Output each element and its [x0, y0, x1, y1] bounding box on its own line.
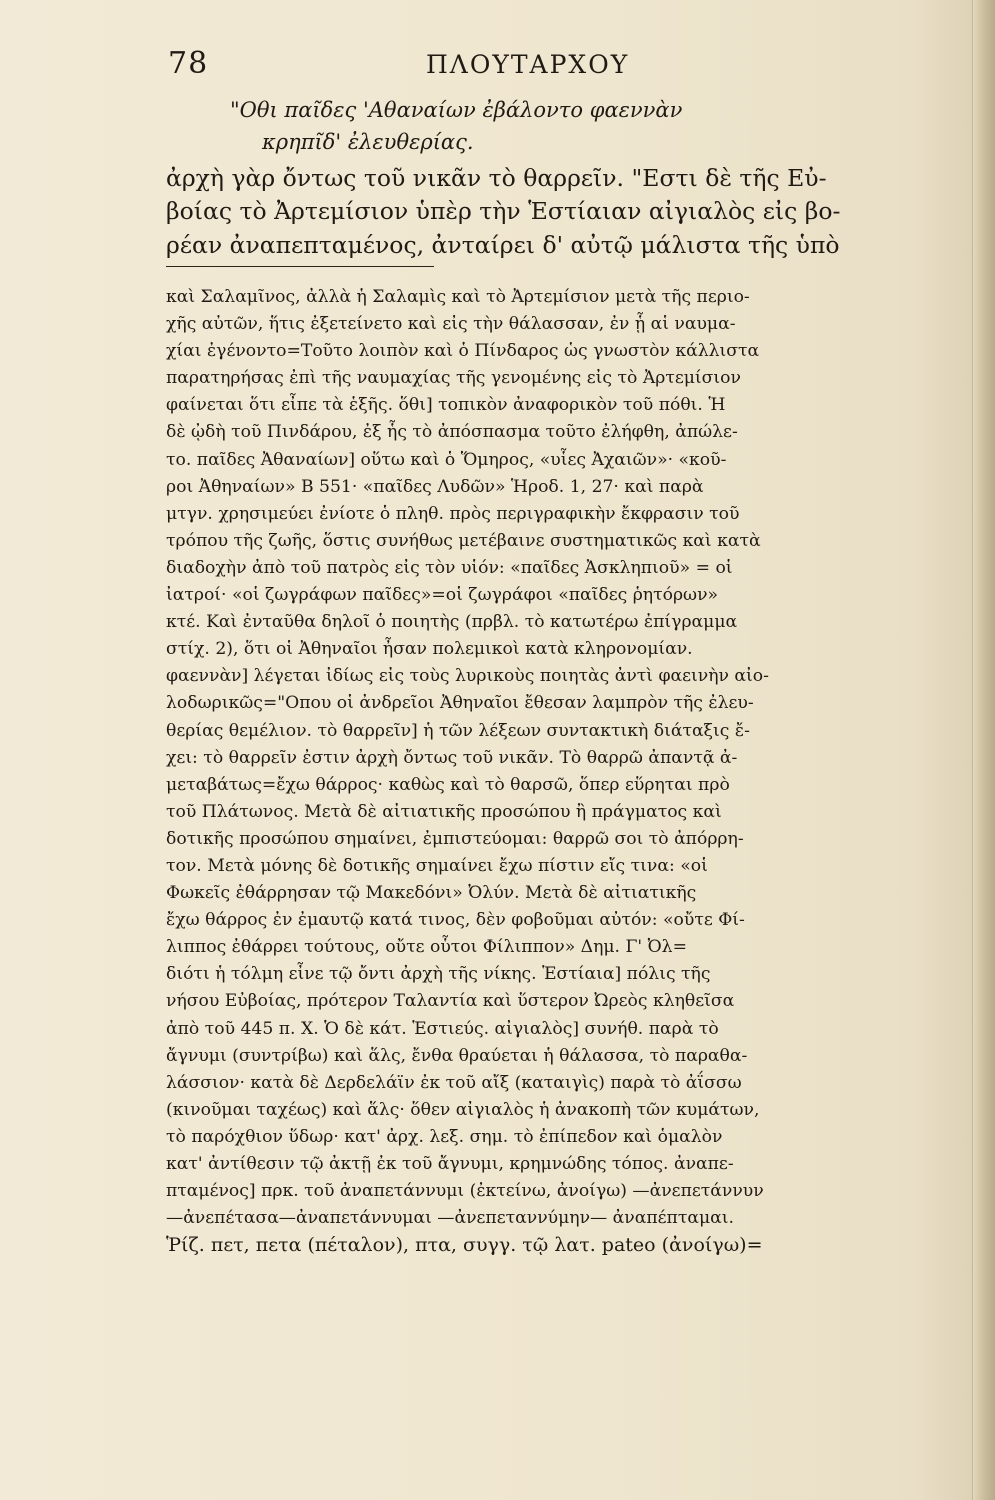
- note-line: πταμένος] πρκ. τοῦ ἀναπετάννυμι (ἐκτείνω, ἀνοίγω) —ἀνεπετάννυν: [166, 1181, 764, 1202]
- note-line: φαίνεται ὅτι εἶπε τὰ ἑξῆς. ὅθι] τοπικὸν ἀναφορικὸν τοῦ πόθι. Ἡ: [166, 395, 726, 416]
- note-line: λιππος ἐθάρρει τούτους, οὔτε οὗτοι Φίλιππον» Δημ. Γ' Ὀλ=: [166, 937, 687, 958]
- note-line: δοτικῆς προσώπου σημαίνει, ἐμπιστεύομαι: θαρρῶ σοι τὸ ἀπόρρη-: [166, 828, 744, 849]
- note-line: λάσσιον· κατὰ δὲ Δερδελάϊν ἐκ τοῦ αἴξ (καταιγὶς) παρὰ τὸ ἀΐσσω: [166, 1072, 742, 1093]
- main-text-line: ρέαν ἀναπεπταμένος, ἀνταίρει δ' αὐτῷ μάλιστα τῆς ὑπὸ: [166, 230, 840, 259]
- note-line: κτέ. Καὶ ἐνταῦθα δηλοῖ ὁ ποιητὴς (πρβλ. τὸ κατωτέρω ἐπίγραμμα: [166, 612, 738, 633]
- note-line: ροι Ἀθηναίων» Β 551· «παῖδες Λυδῶν» Ἡροδ. 1, 27· καὶ παρὰ: [166, 476, 704, 497]
- note-line: κατ' ἀντίθεσιν τῷ ἀκτῇ ἐκ τοῦ ἄγνυμι, κρημνώδης τόπος. ἀναπε-: [166, 1154, 734, 1174]
- note-line: χει: τὸ θαρρεῖν ἐστιν ἀρχὴ ὄντως τοῦ νικᾶν. Τὸ θαρρῶ ἀπαντᾷ ἀ-: [166, 747, 738, 768]
- verse-line-1: "Οθι παῖδες 'Αθαναίων ἐβάλοντο φαεννὰν: [230, 98, 683, 122]
- note-line: φαεννὰν] λέγεται ἰδίως εἰς τοὺς λυρικοὺς ποιητὰς ἀντὶ φαεινὴν αἰο-: [166, 666, 769, 687]
- note-line: καὶ Σαλαμῖνος, ἀλλὰ ἡ Σαλαμὶς καὶ τὸ Ἀρτεμίσιον μετὰ τῆς περιο-: [166, 287, 750, 307]
- note-line: χίαι ἐγένοντο=Τοῦτο λοιπὸν καὶ ὁ Πίνδαρος ὡς γνωστὸν κάλλιστα: [166, 341, 760, 362]
- note-line: τρόπου τῆς ζωῆς, ὅστις συνήθως μετέβαινε συστηματικῶς καὶ κατὰ: [166, 530, 761, 551]
- book-spine-edge: [972, 0, 995, 1500]
- note-line: τον. Μετὰ μόνης δὲ δοτικῆς σημαίνει ἔχω πίστιν εἴς τινα: «οἱ: [166, 855, 708, 876]
- note-line: λοδωρικῶς="Οπου οἱ ἀνδρεῖοι Ἀθηναῖοι ἔθεσαν λαμπρὸν τῆς ἐλευ-: [166, 693, 754, 714]
- note-line: ἰατροί· «οἱ ζωγράφων παῖδες»=οἱ ζωγράφοι «παῖδες ῥητόρων»: [166, 585, 719, 606]
- main-text-line: βοίας τὸ Ἀρτεμίσιον ὑπὲρ τὴν Ἑστίαιαν αἰγιαλὸς εἰς βο-: [166, 197, 841, 226]
- note-line: μτγν. χρησιμεύει ἐνίοτε ὁ πληθ. πρὸς περιγραφικὴν ἔκφρασιν τοῦ: [166, 503, 740, 524]
- note-line: διότι ἡ τόλμη εἶνε τῷ ὄντι ἀρχὴ τῆς νίκης. Ἑστίαια] πόλις τῆς: [166, 964, 711, 985]
- note-line: θερίας θεμέλιον. τὸ θαρρεῖν] ἡ τῶν λέξεων συντακτικὴ διάταξις ἔ-: [166, 720, 750, 741]
- note-line: τοῦ Πλάτωνος. Μετὰ δὲ αἰτιατικῆς προσώπου ἢ πράγματος καὶ: [166, 801, 722, 822]
- note-line: Φωκεῖς ἐθάρρησαν τῷ Μακεδόνι» Ὀλύν. Μετὰ δὲ αἰτιατικῆς: [166, 883, 697, 904]
- main-text: [166, 162, 906, 262]
- note-line: ἀπὸ τοῦ 445 π. Χ. Ὁ δὲ κάτ. Ἑστιεύς. αἰγιαλὸς] συνήθ. παρὰ τὸ: [166, 1018, 719, 1039]
- footnote-divider: [166, 266, 434, 267]
- commentary-notes: [166, 284, 906, 1259]
- verse-line-2: κρηπῖδ' ἐλευθερίας.: [262, 130, 474, 154]
- note-line: (κινοῦμαι ταχέως) καὶ ἅλς· ὅθεν αἰγιαλὸς ἡ ἀνακοπὴ τῶν κυμάτων,: [166, 1099, 760, 1120]
- note-line: ἄγνυμι (συντρίβω) καὶ ἅλς, ἔνθα θραύεται ἡ θάλασσα, τὸ παραθα-: [166, 1045, 748, 1066]
- note-line: —ἀνεπέτασα—ἀναπετάννυμαι —ἀνεπεταννύμην— ἀναπέπταμαι.: [166, 1208, 734, 1229]
- note-line: Ῥίζ. πετ, πετα (πέταλον), πτα, συγγ. τῷ λατ. pateo (ἀνοίγω)=: [166, 1234, 763, 1257]
- note-line: παρατηρήσας ἐπὶ τῆς ναυμαχίας τῆς γενομένης εἰς τὸ Ἀρτεμίσιον: [166, 368, 741, 389]
- running-title: ΠΛΟΥΤΑΡΧΟΥ: [426, 50, 630, 79]
- note-line: στίχ. 2), ὅτι οἱ Ἀθηναῖοι ἦσαν πολεμικοὶ κατὰ κληρονομίαν.: [166, 639, 693, 660]
- page-number: 78: [168, 46, 209, 81]
- note-line: τὸ παρόχθιον ὕδωρ· κατ' ἀρχ. λεξ. σημ. τὸ ἐπίπεδον καὶ ὁμαλὸν: [166, 1126, 723, 1147]
- note-line: νήσου Εὐβοίας, πρότερον Ταλαντία καὶ ὕστερον Ὠρεὸς κληθεῖσα: [166, 991, 735, 1012]
- note-line: δὲ ᾠδὴ τοῦ Πινδάρου, ἐξ ἧς τὸ ἀπόσπασμα τοῦτο ἐλήφθη, ἀπώλε-: [166, 422, 738, 443]
- note-line: διαδοχὴν ἀπὸ τοῦ πατρὸς εἰς τὸν υἱόν: «παῖδες Ἀσκληπιοῦ» = οἱ: [166, 557, 733, 578]
- main-text-line: ἀρχὴ γὰρ ὄντως τοῦ νικᾶν τὸ θαρρεῖν. "Εστι δὲ τῆς Εὐ-: [166, 164, 827, 192]
- page-header: [168, 46, 898, 86]
- note-line: χῆς αὐτῶν, ἥτις ἐξετείνετο καὶ εἰς τὴν θάλασσαν, ἐν ᾗ αἱ ναυμα-: [166, 314, 736, 335]
- note-line: μεταβάτως=ἔχω θάρρος· καθὼς καὶ τὸ θαρσῶ, ὅπερ εὕρηται πρὸ: [166, 774, 730, 795]
- note-line: το. παῖδες Ἀθαναίων] οὕτω καὶ ὁ Ὅμηρος, «υἷες Ἀχαιῶν»· «κοῦ-: [166, 449, 727, 470]
- note-line: ἔχω θάρρος ἐν ἐμαυτῷ κατά τινος, δὲν φοβοῦμαι αὐτόν: «οὔτε Φί-: [166, 910, 745, 931]
